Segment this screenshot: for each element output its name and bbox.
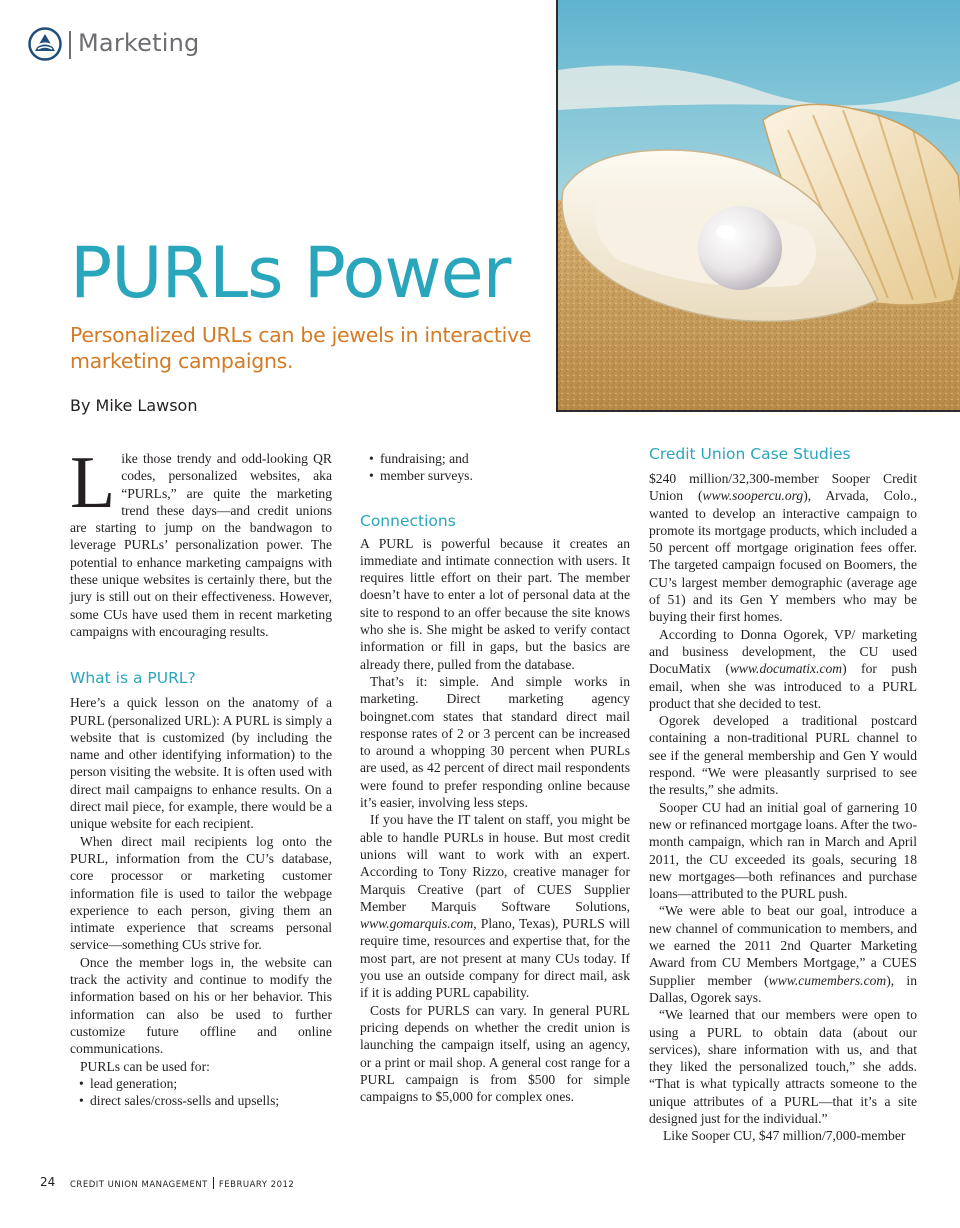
heading-what-is-a-purl: What is a PURL? [70, 669, 196, 688]
paragraph [649, 626, 917, 712]
article-subtitle: Personalized URLs can be jewels in interactive marketing campaigns. [70, 323, 532, 373]
column-1 [70, 442, 332, 1109]
column-2 [360, 450, 630, 1105]
paragraph: When direct mail recipients log onto the PURL, information from the CU’s database, core processor or marketing customer information file is used to tailor the webpage experience to each person, giving them an intimate experience that screams personal service—something CUs strive for. [70, 833, 332, 953]
paragraph: That’s it: simple. And simple works in marketing. Direct marketing agency boingnet.com states that standard direct mail response rates of 2 or 3 percent can be increased to around a whopping 30 percent when PURLs are used, as 42 percent of direct mail respondents were found to prefer responding online because it’s easier, involving less steps. [360, 673, 630, 811]
paragraph: Costs for PURLS can vary. In general PURL pricing depends on whether the credit union is launching the campaign itself, using an agency, or a print or mail shop. A general cost range for a PURL campaign is from $500 for simple campaigns to $5,000 for complex ones. [360, 1002, 630, 1105]
text-run: ), in Dallas, Ogorek says. [649, 972, 917, 1005]
paragraph: Once the member logs in, the website can track the activity and continue to modify the information based on his or her behavior. This information can also be used to further customize future offline and online communications. [70, 954, 332, 1057]
text-run: $240 million/32,300-member Sooper Credit Union ( [649, 471, 917, 504]
paragraph: PURLs can be used for: [80, 1058, 210, 1074]
url-cumembers: www.cumembers.com [768, 972, 887, 988]
list-item: • member surveys. [360, 467, 630, 484]
paragraph [360, 811, 630, 1001]
issue-date: FEBRUARY 2012 [218, 1180, 295, 1190]
drop-cap: L [70, 442, 116, 524]
article-title: PURLs Power [70, 232, 511, 314]
hero-image [556, 0, 960, 412]
logo-icon [28, 27, 62, 61]
text-run: “We were able to beat our goal, introduce a new channel of communication to members, and we earned the 2011 2nd Quarter Marketing Award from CU Members Mortgage,” a CUES Supplier member ( [649, 903, 917, 988]
pearl-shell-illustration [558, 0, 960, 412]
byline: By Mike Lawson [70, 396, 198, 415]
paragraph [649, 470, 917, 626]
paragraph: “We learned that our members were open to using a PURL to obtain data (about our services), share information with us, and that they liked the personalized touch,” she adds. “That is what typically attracts someone to the unique attributes of a PURL—that it’s a site designed just for the individual.” [649, 1007, 917, 1126]
url-gomarquis: www.gomarquis.com [360, 916, 474, 932]
text-run: If you have the IT talent on staff, you might be able to handle PURLs in house. But most credit unions will want to work with an expert. According to Tony Rizzo, creative manager for Marquis Creative (part of CUES Supplier Member Marquis Software Solutions, [360, 812, 630, 914]
paragraph: Here’s a quick lesson on the anatomy of a PURL (personalized URL): A PURL is simply a website that is customized (by including the name and other identifying information) to the person visiting the website. It is often used with direct mail campaigns to enhance results. On a direct mail piece, for example, there would be a unique website for each recipient. [70, 695, 332, 832]
paragraph: Ogorek developed a traditional postcard containing a non-traditional PURL channel to see if the general membership and Gen Y would respond. “We were pleasantly surprised to see the results,” she admits. [649, 713, 917, 798]
column-3 [649, 445, 918, 1145]
text-run: According to Donna Ogorek, VP/ marketing and business development, the CU used DocuMatix ( [649, 626, 917, 677]
list-item: • direct sales/cross-sells and upsells; [70, 1092, 332, 1109]
text-run: , Plano, Texas), PURLS will require time, resources and expertise that, for the most part, are not present at many CUs today. If you use an outside company for direct mail, ask if it is adding PURL capability. [360, 916, 630, 1001]
footer-divider [213, 1177, 214, 1189]
intro-text: ike those trendy and odd-looking QR codes, personalized websites, aka “PURLs,” are quite the marketing trend these days—and credit unions are starting to jump on the bandwagon to leverage PURLs’ personalization power. The potential to enhance marketing campaigns with these unique websites is certainly there, but the jury is still out on their effectiveness. However, some CUs have used them in recent marketing campaigns with encouraging results. [70, 451, 332, 639]
publication-name: CREDIT UNION MANAGEMENT [70, 1180, 208, 1190]
text-run: ), Arvada, Colo., wanted to develop an interactive campaign to promote its mortgage products, which included a 50 percent off mortgage origination fees offer. The targeted campaign focused on Boomers, the CU’s largest member demographic (average age of 51) and its Gen Y members who may be buying their first homes. [649, 488, 917, 625]
section-label: Marketing [78, 29, 200, 57]
section-divider [69, 31, 71, 59]
bullet-list [70, 1075, 332, 1110]
page-number: 24 [40, 1175, 56, 1189]
url-soopercu: www.soopercu.org [702, 488, 804, 504]
paragraph: Sooper CU had an initial goal of garnering 10 new or refinanced mortgage loans. After the two-month campaign, which ran in March and April 2011, the CU exceeded its goals, securing 18 new mortgages—both refinances and purchase loans—attributed to the PURL push. [649, 799, 917, 902]
heading-connections: Connections [360, 511, 456, 530]
url-documatix: www.documatix.com [729, 661, 843, 677]
paragraph: A PURL is powerful because it creates an immediate and intimate connection with users. It requires little effort on their part. The member doesn’t have to enter a lot of personal data at the site to respond to an offer because the site knows who she is. She might be asked to verify contact information or fill in gaps, but the basics are already there, pulled from the database. [360, 535, 630, 672]
paragraph [649, 902, 917, 1006]
list-item: • fundraising; and [360, 450, 630, 467]
bullet-list [360, 450, 630, 485]
intro-paragraph [70, 442, 332, 640]
text-run: ) for push email, when she was introduced to a PURL product that she decided to test. [649, 661, 918, 711]
heading-case-studies: Credit Union Case Studies [649, 445, 851, 463]
list-item: • lead generation; [70, 1075, 332, 1092]
running-footer [70, 1177, 294, 1190]
paragraph: Like Sooper CU, $47 million/7,000-member [663, 1128, 906, 1144]
